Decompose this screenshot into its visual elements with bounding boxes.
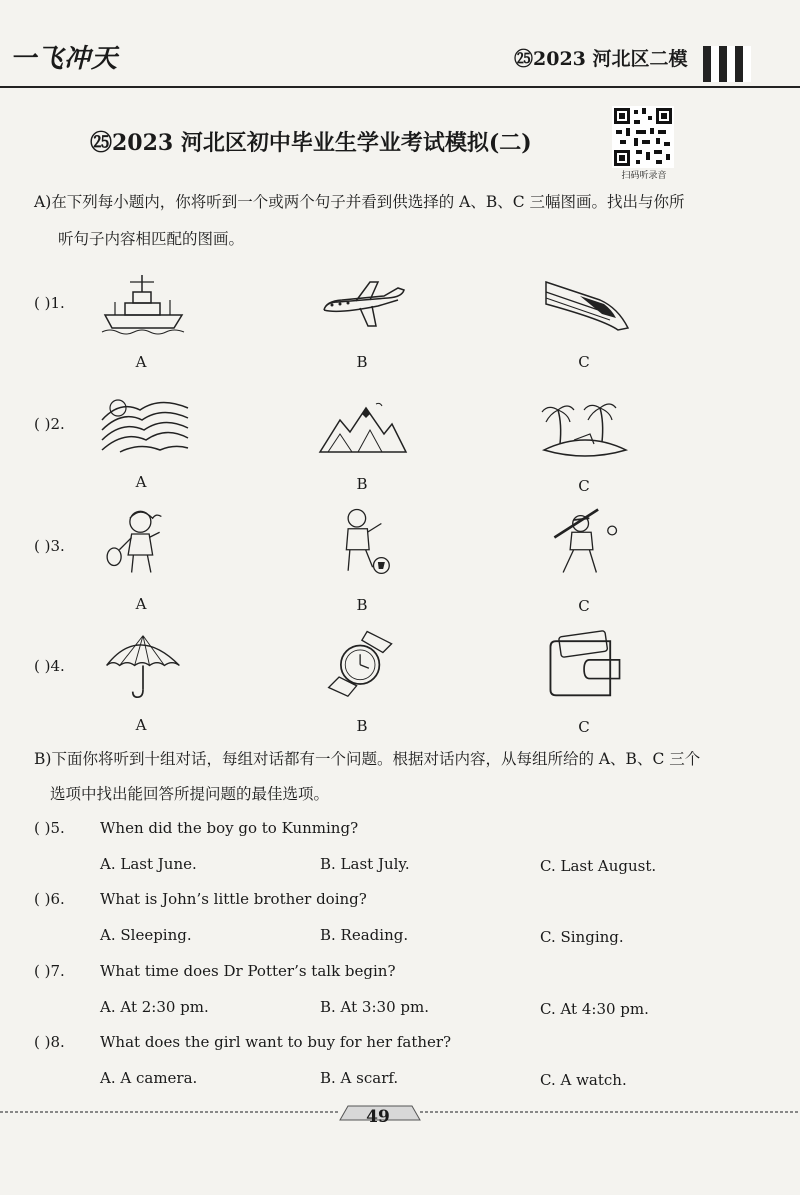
question-6-text: What is John’s little brother doing? (100, 890, 367, 908)
umbrella-icon[interactable] (98, 630, 188, 700)
question-5-text: When did the boy go to Kunming? (100, 819, 359, 837)
question-7-number: ( )7. (34, 962, 65, 980)
header-exam-name: ㉕2023 河北区二模 (514, 48, 688, 70)
checker-decoration (703, 46, 751, 82)
q2-label-c: C (578, 477, 590, 495)
watch-icon[interactable] (316, 628, 406, 698)
brand-logo: 一飞冲天 (10, 44, 119, 74)
q8-option-a[interactable]: A. A camera. (100, 1069, 198, 1087)
train-icon[interactable] (540, 270, 630, 340)
q4-label-b: B (356, 717, 368, 735)
q1-label-a: A (135, 353, 147, 371)
airplane-icon[interactable] (318, 270, 408, 340)
q5-option-b[interactable]: B. Last July. (320, 855, 410, 873)
question-2-number: ( )2. (34, 415, 65, 433)
q7-option-a[interactable]: A. At 2:30 pm. (100, 998, 209, 1016)
q5-option-c[interactable]: C. Last August. (540, 857, 657, 875)
q4-label-a: A (135, 716, 147, 734)
question-4-number: ( )4. (34, 657, 65, 675)
q4-label-c: C (578, 718, 590, 736)
q6-option-a[interactable]: A. Sleeping. (100, 926, 192, 944)
q1-label-b: B (356, 353, 368, 371)
section-a-instruction-line1: A)在下列每小题内，你将听到一个或两个句子并看到供选择的 A、B、C 三幅图画。找出与你所 (34, 193, 685, 211)
page-number: 49 (366, 1107, 390, 1127)
q3-label-b: B (356, 596, 368, 614)
question-8-number: ( )8. (34, 1033, 65, 1051)
q2-label-a: A (135, 473, 147, 491)
wallet-icon[interactable] (540, 630, 630, 700)
q7-option-c[interactable]: C. At 4:30 pm. (540, 1000, 649, 1018)
section-a-instruction-line2: 听句子内容相匹配的图画。 (58, 230, 245, 248)
tennis-girl-icon[interactable] (98, 506, 188, 576)
question-8-text: What does the girl want to buy for her father? (100, 1033, 452, 1051)
terraces-icon[interactable] (100, 390, 190, 460)
q3-label-c: C (578, 597, 590, 615)
q8-option-b[interactable]: B. A scarf. (320, 1069, 399, 1087)
q6-option-b[interactable]: B. Reading. (320, 926, 409, 944)
q5-option-a[interactable]: A. Last June. (100, 855, 197, 873)
baseball-player-icon[interactable] (540, 506, 630, 576)
page-title: ㉕2023 河北区初中毕业生学业考试模拟(二) (90, 130, 532, 156)
qr-label: 扫码听录音 (621, 171, 667, 181)
q7-option-b[interactable]: B. At 3:30 pm. (320, 998, 429, 1016)
question-3-number: ( )3. (34, 537, 65, 555)
question-6-number: ( )6. (34, 890, 65, 908)
q8-option-c[interactable]: C. A watch. (540, 1071, 627, 1089)
section-b-instruction-line1: B)下面你将听到十组对话，每组对话都有一个问题。根据对话内容，从每组所给的 A、B、C 三个 (34, 750, 701, 768)
header-rule (0, 86, 800, 88)
beach-icon[interactable] (540, 395, 630, 465)
q6-option-c[interactable]: C. Singing. (540, 928, 624, 946)
question-7-text: What time does Dr Potter’s talk begin? (100, 962, 396, 980)
qr-code-icon[interactable] (612, 106, 674, 168)
mountain-icon[interactable] (318, 395, 408, 465)
q1-label-c: C (578, 353, 590, 371)
soccer-boy-icon[interactable] (318, 506, 408, 576)
ship-icon[interactable] (100, 270, 190, 340)
question-1-number: ( )1. (34, 294, 65, 312)
question-5-number: ( )5. (34, 819, 65, 837)
section-b-instruction-line2: 选项中找出能回答所提问题的最佳选项。 (50, 785, 330, 803)
q2-label-b: B (356, 475, 368, 493)
q3-label-a: A (135, 595, 147, 613)
